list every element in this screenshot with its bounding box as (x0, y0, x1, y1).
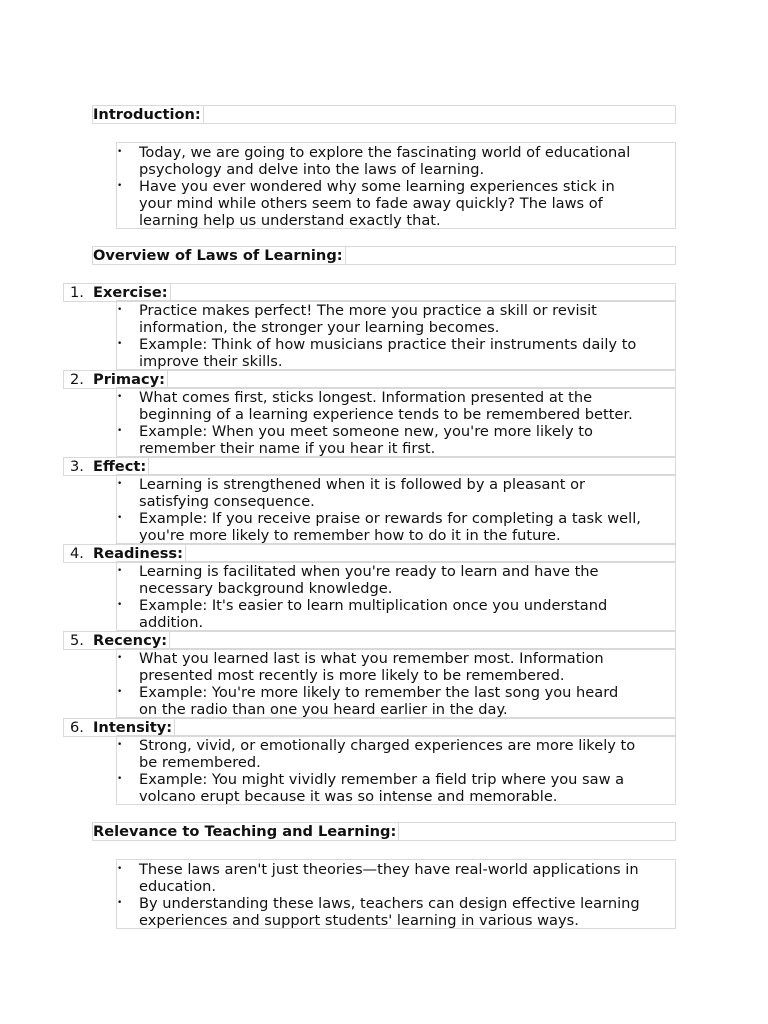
overview-heading: Overview of Laws of Learning: (93, 247, 346, 264)
list-item (117, 178, 675, 229)
law-title: Primacy: (93, 371, 168, 388)
bullet-icon: • (117, 181, 123, 191)
list-item-line: What you learned last is what you remember most. Information (139, 650, 604, 667)
list-item-line: Example: When you meet someone new, you're more likely to (139, 423, 593, 440)
list-item-line: Example: You're more likely to remember the last song you heard (139, 684, 619, 701)
list-item (117, 144, 675, 178)
list-item-line: These laws aren't just theories—they have real-world applications in (139, 861, 639, 878)
list-item (117, 563, 675, 597)
list-item-line: beginning of a learning experience tends to be remembered better. (139, 406, 633, 423)
law-title: Exercise: (93, 284, 171, 301)
list-item-line: learning help us understand exactly that. (139, 212, 441, 229)
bullet-icon: • (117, 339, 123, 349)
bullet-icon: • (117, 774, 123, 784)
overview-heading-row (92, 246, 676, 265)
relevance-list (116, 859, 676, 929)
list-item (117, 737, 675, 771)
list-item (117, 597, 675, 631)
law-title: Intensity: (93, 719, 175, 736)
bullet-icon: • (117, 740, 123, 750)
list-item (117, 336, 675, 370)
bullet-icon: • (117, 898, 123, 908)
bullet-icon: • (117, 653, 123, 663)
list-item-line: Example: It's easier to learn multiplication once you understand (139, 597, 608, 614)
list-item-line: Learning is facilitated when you're ready to learn and have the (139, 563, 599, 580)
list-item-line: remember their name if you hear it first. (139, 440, 436, 457)
law-number: 1. (70, 284, 84, 301)
list-item-line: Today, we are going to explore the fascinating world of educational (139, 144, 631, 161)
list-item-line: Example: Think of how musicians practice their instruments daily to (139, 336, 637, 353)
list-item-line: addition. (139, 614, 204, 631)
law-number: 4. (70, 545, 84, 562)
list-item (117, 476, 675, 510)
bullet-icon: • (117, 392, 123, 402)
list-item (117, 510, 675, 544)
law-number: 5. (70, 632, 84, 649)
list-item-line: Example: If you receive praise or rewards for completing a task well, (139, 510, 641, 527)
list-item-line: presented most recently is more likely to be remembered. (139, 667, 565, 684)
law-list-exercise (116, 300, 676, 370)
list-item-line: necessary background knowledge. (139, 580, 393, 597)
introduction-heading: Introduction: (93, 106, 204, 123)
introduction-heading-row (92, 105, 676, 124)
list-item-line: Learning is strengthened when it is followed by a pleasant or (139, 476, 585, 493)
list-item-line: Strong, vivid, or emotionally charged experiences are more likely to (139, 737, 636, 754)
list-item-line: improve their skills. (139, 353, 283, 370)
list-item (117, 650, 675, 684)
list-item-line: satisfying consequence. (139, 493, 315, 510)
list-item-line: you're more likely to remember how to do it in the future. (139, 527, 561, 544)
law-number: 3. (70, 458, 84, 475)
law-list-recency (116, 648, 676, 718)
list-item-line: education. (139, 878, 217, 895)
bullet-icon: • (117, 864, 123, 874)
law-list-effect (116, 474, 676, 544)
list-item (117, 302, 675, 336)
introduction-list (116, 142, 676, 229)
law-number: 6. (70, 719, 84, 736)
list-item-line: What comes first, sticks longest. Information presented at the (139, 389, 593, 406)
law-list-intensity (116, 735, 676, 805)
bullet-icon: • (117, 513, 123, 523)
list-item-line: Have you ever wondered why some learning experiences stick in (139, 178, 615, 195)
relevance-heading-row (92, 822, 676, 841)
list-item (117, 861, 675, 895)
list-item-line: be remembered. (139, 754, 261, 771)
law-title: Effect: (93, 458, 149, 475)
law-list-readiness (116, 561, 676, 631)
list-item (117, 771, 675, 805)
list-item-line: information, the stronger your learning becomes. (139, 319, 500, 336)
list-item-line: Example: You might vividly remember a field trip where you saw a (139, 771, 625, 788)
list-item-line: By understanding these laws, teachers can design effective learning (139, 895, 640, 912)
bullet-icon: • (117, 566, 123, 576)
list-item-line: experiences and support students' learning in various ways. (139, 912, 579, 929)
law-list-primacy (116, 387, 676, 457)
list-item (117, 684, 675, 718)
bullet-icon: • (117, 479, 123, 489)
bullet-icon: • (117, 426, 123, 436)
list-item (117, 423, 675, 457)
bullet-icon: • (117, 687, 123, 697)
law-number: 2. (70, 371, 84, 388)
list-item (117, 389, 675, 423)
list-item-line: Practice makes perfect! The more you practice a skill or revisit (139, 302, 597, 319)
list-item (117, 895, 675, 929)
list-item-line: your mind while others seem to fade away quickly? The laws of (139, 195, 603, 212)
relevance-heading: Relevance to Teaching and Learning: (93, 823, 399, 840)
bullet-icon: • (117, 305, 123, 315)
list-item-line: volcano erupt because it was so intense and memorable. (139, 788, 558, 805)
law-title: Recency: (93, 632, 170, 649)
bullet-icon: • (117, 147, 123, 157)
law-title: Readiness: (93, 545, 186, 562)
bullet-icon: • (117, 600, 123, 610)
list-item-line: on the radio than one you heard earlier in the day. (139, 701, 508, 718)
list-item-line: psychology and delve into the laws of learning. (139, 161, 485, 178)
